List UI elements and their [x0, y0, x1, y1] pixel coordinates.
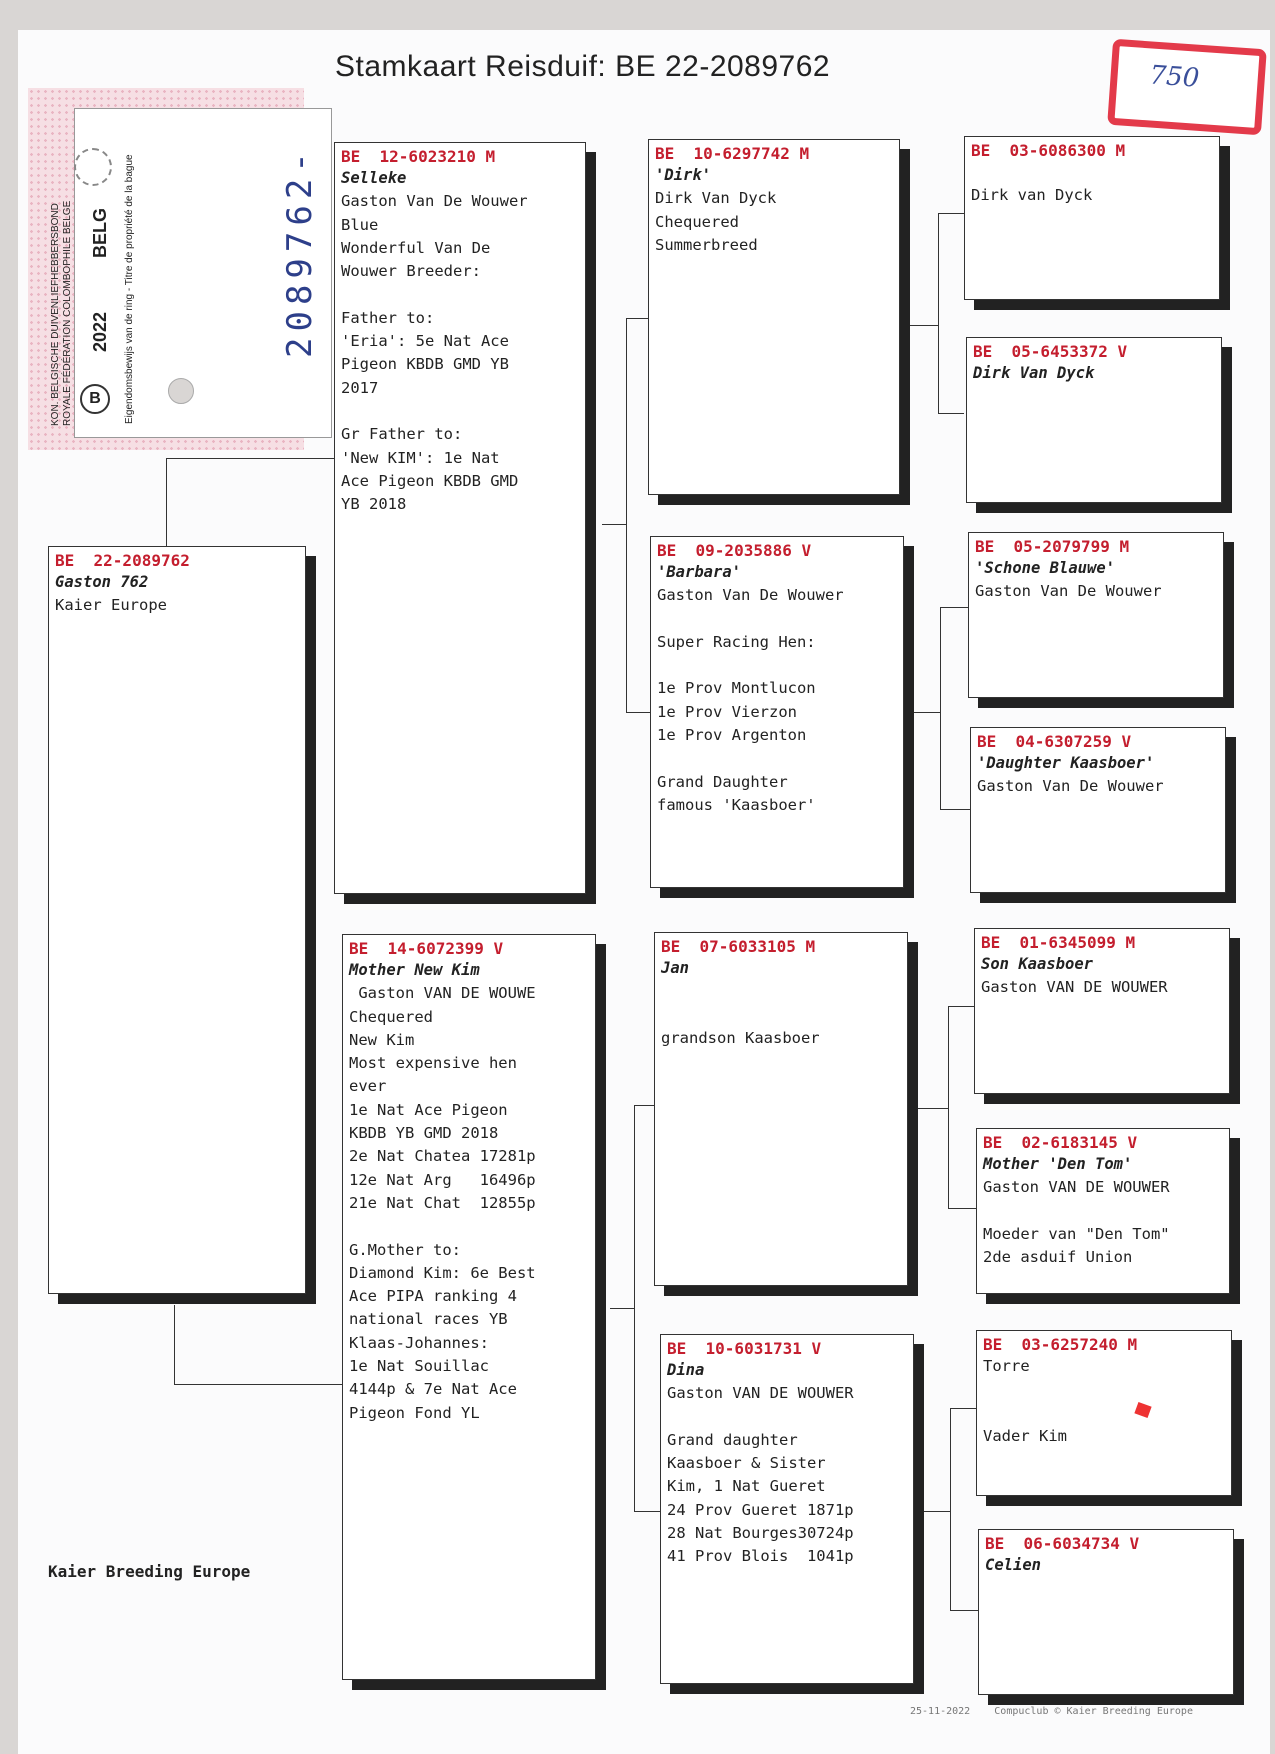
pigeon-name: Selleke: [341, 169, 407, 187]
connector-mother-vertical: [634, 1105, 635, 1511]
pigeon-name: Mother New Kim: [349, 961, 480, 979]
pigeon-info-line: [657, 654, 897, 677]
pigeon-info-line: Grand daughter: [667, 1430, 798, 1449]
pigeon-info-line: Gaston Van De Wouwer: [977, 777, 1164, 796]
connector-fm-fmm: [940, 809, 970, 810]
pigeon-info-line: 1e Nat Souillac: [349, 1357, 489, 1376]
ticket-org-line1: KON. BELGISCHE DUIVENLIEFHEBBERSBOND: [50, 203, 61, 426]
pigeon-card-maternal-grandmother: [660, 1334, 914, 1684]
connector-mf-stub: [916, 1108, 948, 1109]
pigeon-info-line: [983, 1378, 1225, 1401]
pigeon-card-mother: [342, 934, 596, 1680]
pigeon-info-line: Wouwer Breeder:: [341, 262, 481, 281]
pigeon-card-paternal-grandmother: [650, 536, 904, 888]
connector-ff-vertical: [938, 213, 939, 413]
pigeon-info-line: 12e Nat Arg 16496p: [349, 1170, 536, 1189]
pigeon-info-line: Ace Pigeon KBDB GMD: [341, 471, 519, 490]
pigeon-info-line: Gaston Van De Wouwer: [657, 586, 844, 605]
pigeon-card-ffm: [966, 337, 1222, 503]
ticket-punch-hole-icon: [168, 378, 194, 404]
ring-number: BE 10-6297742 M: [655, 144, 810, 163]
ticket-number: 2089762-: [280, 146, 320, 358]
pigeon-info-line: [983, 1402, 1225, 1425]
pigeon-info-line: 'Eria': 5e Nat Ace: [341, 332, 509, 351]
pigeon-info-line: [661, 1004, 901, 1027]
pigeon-info-line: 41 Prov Blois 1041p: [667, 1547, 854, 1566]
ring-number: BE 09-2035886 V: [657, 541, 812, 560]
pigeon-name: Mother 'Den Tom': [983, 1155, 1133, 1173]
pigeon-info-line: Father to:: [341, 308, 435, 327]
pigeon-name: Celien: [985, 1556, 1041, 1574]
pigeon-info-line: Kim, 1 Nat Gueret: [667, 1477, 826, 1496]
pigeon-info-line: [983, 1200, 1223, 1223]
pigeon-card-father: [334, 142, 586, 894]
pigeon-info-line: Ace PIPA ranking 4: [349, 1287, 517, 1306]
pigeon-info-line: New Kim: [349, 1030, 415, 1049]
pigeon-info-line: [667, 1406, 907, 1429]
pigeon-info-line: famous 'Kaasboer': [657, 795, 816, 814]
pigeon-info-line: 2de asduif Union: [983, 1248, 1133, 1267]
connector-ff-ffm: [938, 413, 964, 414]
stamp-number: 750: [1148, 60, 1201, 94]
pigeon-info-line: Chequered: [349, 1007, 433, 1026]
ticket-caption: Eigendomsbewijs van de ring - Titre de propriété de la bague: [124, 154, 135, 424]
pigeon-name: Gaston 762: [55, 573, 149, 591]
connector-mf-vertical: [948, 1006, 949, 1208]
pigeon-info-line: Gr Father to:: [341, 425, 463, 444]
pigeon-info-line: ever: [349, 1077, 387, 1096]
ring-number: BE 03-6086300 M: [971, 141, 1126, 160]
print-footer: 25-11-2022 Compuclub © Kaier Breeding Europe: [910, 1706, 1193, 1717]
pigeon-info-line: Gaston VAN DE WOUWE: [349, 984, 536, 1003]
pigeon-info-line: 1e Prov Argenton: [657, 726, 807, 745]
ring-number: BE 07-6033105 M: [661, 937, 816, 956]
ticket-country: BELG: [90, 207, 110, 258]
connector-ff-stub: [908, 325, 938, 326]
pigeon-name: 'Schone Blauwe': [975, 559, 1115, 577]
ring-number: BE 10-6031731 V: [667, 1339, 822, 1358]
connector-mother-mf: [634, 1105, 654, 1106]
price-stamp: [1107, 39, 1267, 136]
connector-mm-vertical: [950, 1408, 951, 1610]
ticket-logo-icon: B: [80, 384, 110, 414]
pigeon-info-line: Gaston VAN DE WOUWER: [981, 978, 1168, 997]
pigeon-name: Jan: [661, 959, 689, 977]
connector-father-fm: [626, 712, 650, 713]
pigeon-card-mmm: [978, 1529, 1234, 1695]
connector-mf-mff: [948, 1006, 974, 1007]
pigeon-info-line: national races YB: [349, 1310, 508, 1329]
connector-subject-father: [166, 458, 334, 552]
ring-number: BE 03-6257240 M: [983, 1335, 1138, 1354]
pigeon-info-line: Gaston VAN DE WOUWER: [667, 1384, 854, 1403]
pigeon-name: 'Daughter Kaasboer': [977, 754, 1155, 772]
pigeon-info-line: Most expensive hen: [349, 1054, 517, 1073]
pigeon-info-line: [341, 283, 579, 306]
pigeon-info-line: Kaasboer & Sister: [667, 1454, 826, 1473]
connector-mf-mfm: [948, 1208, 976, 1209]
pigeon-info-line: Kaier Europe: [55, 596, 167, 615]
pigeon-name: 'Dirk': [655, 166, 711, 184]
pigeon-name: 'Barbara': [657, 563, 741, 581]
pigeon-info-line: Super Racing Hen:: [657, 632, 816, 651]
pigeon-info-line: Wonderful Van De: [341, 238, 491, 257]
pigeon-name: Son Kaasboer: [981, 955, 1093, 973]
connector-mother-stub: [610, 1308, 634, 1309]
pigeon-info-line: [341, 400, 579, 423]
pigeon-info-line: [657, 608, 897, 631]
pigeon-name: [971, 161, 1213, 184]
pigeon-info-line: Pigeon KBDB GMD YB: [341, 355, 509, 374]
pigeon-info-line: Blue: [341, 215, 379, 234]
ring-number: BE 02-6183145 V: [983, 1133, 1138, 1152]
ring-number: BE 14-6072399 V: [349, 939, 504, 958]
connector-mm-mmf: [950, 1408, 976, 1409]
pigeon-name: Dina: [667, 1361, 705, 1379]
connector-father-vertical-bottom: [626, 524, 627, 712]
pigeon-card-maternal-grandfather: [654, 932, 908, 1286]
pigeon-info-line: grandson Kaasboer: [661, 1028, 820, 1047]
pigeon-info-line: 2017: [341, 378, 379, 397]
connector-subject-mother: [174, 1305, 342, 1385]
pigeon-card-mfm: [976, 1128, 1230, 1294]
pigeon-info-line: 4144p & 7e Nat Ace: [349, 1380, 517, 1399]
ring-number: BE 05-2079799 M: [975, 537, 1130, 556]
ownership-ticket: [28, 88, 320, 450]
connector-mm-stub: [922, 1511, 950, 1512]
connector-mother-mm: [634, 1511, 660, 1512]
pigeon-info-line: 24 Prov Gueret 1871p: [667, 1500, 854, 1519]
connector-fm-fmf: [940, 607, 968, 608]
pigeon-card-fmf: [968, 532, 1224, 698]
pigeon-info-line: Pigeon Fond YL: [349, 1403, 480, 1422]
ring-number: BE 01-6345099 M: [981, 933, 1136, 952]
pigeon-card-paternal-grandfather: [648, 139, 900, 495]
pigeon-name: Dirk Van Dyck: [973, 364, 1095, 382]
pigeon-info-line: KBDB YB GMD 2018: [349, 1124, 499, 1143]
pigeon-card-mff: [974, 928, 1230, 1094]
ring-number: BE 04-6307259 V: [977, 732, 1132, 751]
connector-father-ff: [626, 318, 648, 319]
pigeon-info-line: 28 Nat Bourges30724p: [667, 1524, 854, 1543]
pigeon-info-line: [661, 980, 901, 1003]
ticket-year: 2022: [90, 311, 110, 352]
page-title: Stamkaart Reisduif: BE 22-2089762: [335, 50, 831, 83]
pigeon-card-fff: [964, 136, 1220, 300]
breeder-footer: Kaier Breeding Europe: [48, 1562, 251, 1581]
pigeon-info-line: Dirk van Dyck: [971, 186, 1093, 205]
pigeon-info-line: YB 2018: [341, 495, 407, 514]
pigeon-info-line: Chequered: [655, 212, 739, 231]
pigeon-name: Torre: [983, 1357, 1030, 1375]
pigeon-info-line: Gaston Van De Wouwer: [975, 582, 1162, 601]
connector-father-stub: [602, 524, 626, 525]
connector-father-vertical-top: [626, 318, 627, 524]
pigeon-info-line: [657, 747, 897, 770]
connector-fm-vertical: [940, 607, 941, 809]
pigeon-info-line: Gaston VAN DE WOUWER: [983, 1178, 1170, 1197]
pigeon-info-line: Klaas-Johannes:: [349, 1333, 489, 1352]
pigeon-info-line: 'New KIM': 1e Nat: [341, 448, 500, 467]
ticket-org-line2: ROYALE FÉDÉRATION COLOMBOPHILE BELGE: [62, 200, 73, 426]
connector-mm-mmm: [950, 1610, 978, 1611]
ticket-seal-icon: [74, 148, 112, 186]
connector-fm-stub: [912, 712, 940, 713]
pigeon-info-line: G.Mother to:: [349, 1240, 461, 1259]
pigeon-card-mmf: [976, 1330, 1232, 1496]
pigeon-info-line: Diamond Kim: 6e Best: [349, 1263, 536, 1282]
pigeon-info-line: 1e Prov Montlucon: [657, 679, 816, 698]
pigeon-info-line: Moeder van "Den Tom": [983, 1224, 1170, 1243]
pigeon-card-subject: [48, 546, 306, 1294]
ring-number: BE 22-2089762: [55, 551, 190, 570]
ring-number: BE 05-6453372 V: [973, 342, 1128, 361]
connector-ff-fff: [938, 213, 964, 214]
pigeon-info-line: 1e Nat Ace Pigeon: [349, 1100, 508, 1119]
pigeon-info-line: Summerbreed: [655, 235, 758, 254]
pigeon-info-line: Gaston Van De Wouwer: [341, 192, 528, 211]
ring-number: BE 06-6034734 V: [985, 1534, 1140, 1553]
pigeon-info-line: [349, 1215, 589, 1238]
pigeon-info-line: 21e Nat Chat 12855p: [349, 1193, 536, 1212]
pigeon-info-line: Grand Daughter: [657, 772, 788, 791]
ring-number: BE 12-6023210 M: [341, 147, 496, 166]
pigeon-info-line: 1e Prov Vierzon: [657, 702, 797, 721]
pigeon-info-line: Vader Kim: [983, 1426, 1067, 1445]
pigeon-card-fmm: [970, 727, 1226, 893]
pigeon-info-line: Dirk Van Dyck: [655, 189, 777, 208]
pigeon-info-line: 2e Nat Chatea 17281p: [349, 1147, 536, 1166]
